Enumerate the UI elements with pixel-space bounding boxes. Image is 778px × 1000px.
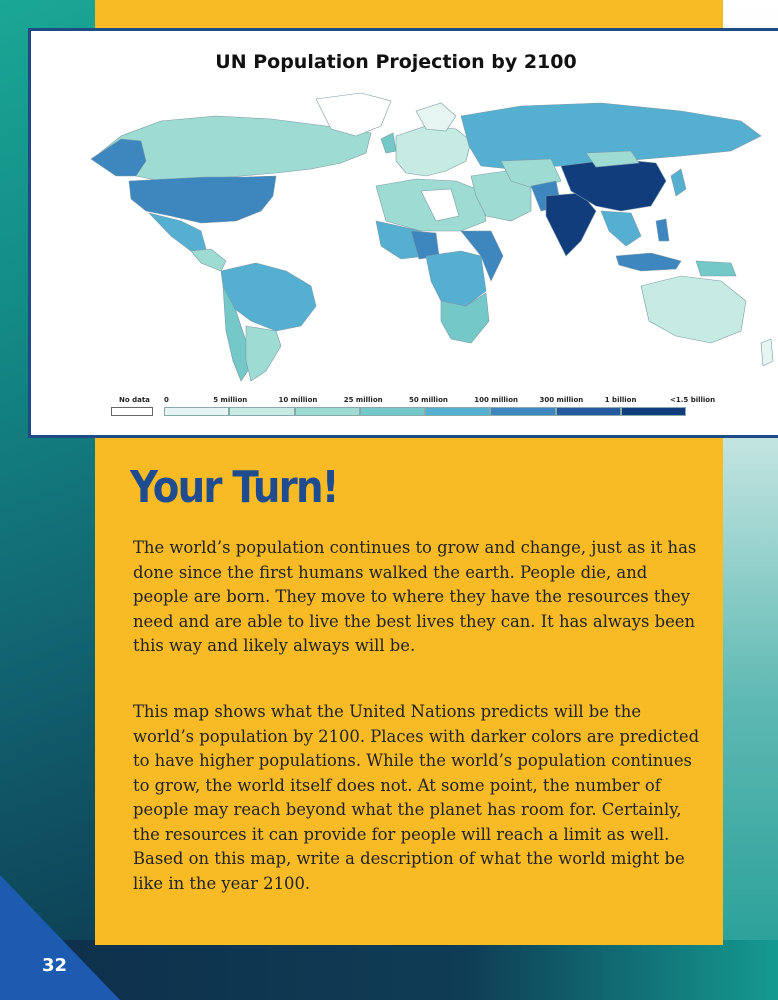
legend-scale-swatch xyxy=(621,407,686,416)
map-legend xyxy=(31,396,761,426)
page-number: 32 xyxy=(42,955,68,976)
legend-scale-swatch xyxy=(556,407,621,416)
map-card xyxy=(28,28,778,438)
paragraph-prompt: This map shows what the United Nations predicts will be the world’s population by 2100. Places with darker colors are predicted to have higher populations. While the world’s population continues to grow, the world itself does not. At some point, the number of people may reach beyond what the planet has room for. Certainly, the resources it can provide for people will reach a limit as well. Based on this map, write a description of what the world might be like in the year 2100. xyxy=(133,702,700,893)
legend-scale-swatch xyxy=(360,407,425,416)
map-region-south-america-south xyxy=(246,326,281,381)
map-region-new-guinea xyxy=(696,261,736,276)
legend-scale-label: 5 million xyxy=(213,396,248,404)
map-region-uk xyxy=(381,133,396,153)
legend-scale-swatch xyxy=(425,407,490,416)
legend-scale-label: 0 xyxy=(164,396,169,404)
paragraph-intro: The world’s population continues to grow and change, just as it has done since the first humans walked the earth. People die, and people are born. They move to where they have the resources they need and are able to live the best lives they can. It has always been this way and likely always will be. xyxy=(133,538,697,655)
map-region-central-america xyxy=(191,249,226,271)
legend-scale-swatch xyxy=(295,407,360,416)
section-heading: Your Turn! xyxy=(130,462,338,513)
legend-scale-swatch xyxy=(490,407,555,416)
legend-scale-label: 1 billion xyxy=(604,396,637,404)
map-title: UN Population Projection by 2100 xyxy=(215,51,577,73)
legend-scale-label: 50 million xyxy=(409,396,448,404)
map-region-southeast-asia xyxy=(601,211,641,246)
legend-scale-label: 100 million xyxy=(474,396,518,404)
legend-scale-label: <1.5 billion xyxy=(670,396,716,404)
legend-no-data-label: No data xyxy=(119,396,150,404)
map-region-central-africa xyxy=(426,251,486,306)
legend-scale-swatch xyxy=(164,407,229,416)
legend-no-data-swatch xyxy=(111,407,153,416)
map-region-indonesia xyxy=(616,253,681,271)
legend-scale-label: 25 million xyxy=(343,396,383,404)
map-region-new-zealand xyxy=(761,339,773,366)
legend-scale-swatch xyxy=(229,407,294,416)
map-region-scandinavia xyxy=(416,103,456,131)
map-region-japan xyxy=(671,169,686,196)
map-region-europe xyxy=(396,126,471,176)
map-region-alaska xyxy=(91,139,146,176)
legend-scale-label: 300 million xyxy=(539,396,584,404)
map-region-india xyxy=(546,193,596,256)
map-region-usa xyxy=(129,176,276,223)
legend-scale-label: 10 million xyxy=(278,396,318,404)
map-region-philippines xyxy=(656,219,669,241)
map-region-australia xyxy=(641,276,746,343)
world-map xyxy=(41,81,776,391)
